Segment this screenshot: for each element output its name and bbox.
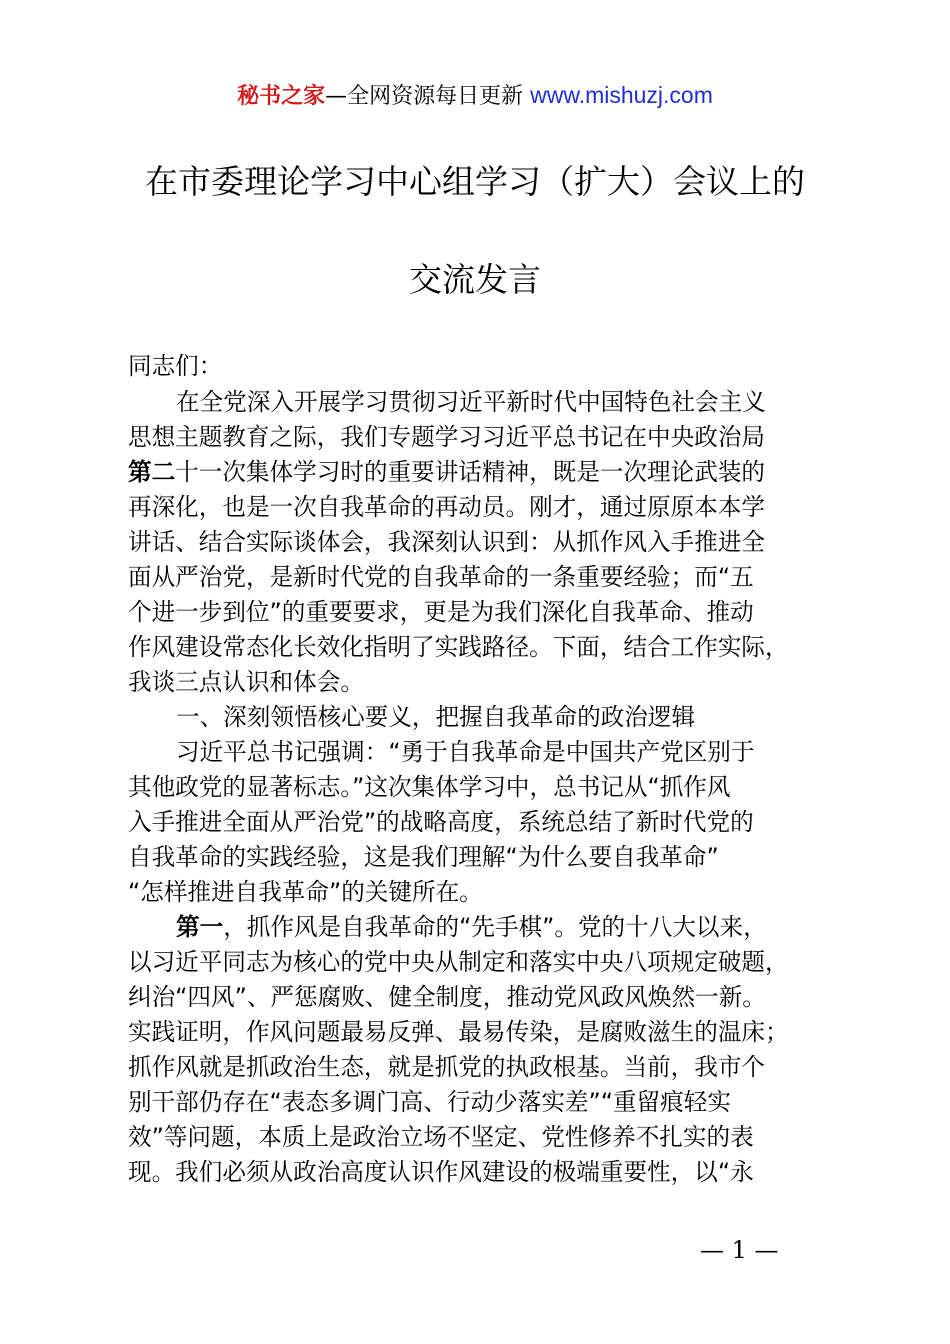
paragraph-line: 以习近平同志为核心的党中央从制定和落实中央八项规定破题， [128, 948, 789, 976]
paragraph-line: 纠治“四风”、严惩腐败、健全制度，推动党风政风焕然一新。 [128, 983, 766, 1011]
paragraph-line: 习近平总书记强调：“勇于自我革命是中国共产党区别于 [176, 738, 755, 766]
greeting: 同志们： [128, 352, 223, 380]
paragraph-line: 实践证明，作风问题最易反弹、最易传染，是腐败滋生的温床； [128, 1018, 789, 1046]
paragraph-line [176, 911, 906, 943]
page-number: — 1 — [700, 1236, 779, 1264]
bold-prefix: 第二 [128, 458, 176, 486]
paragraph-line [128, 456, 858, 488]
paragraph-line: 自我革命的实践经验，这是我们理解“为什么要自我革命” [128, 843, 719, 871]
paragraph-line: 在全党深入开展学习贯彻习近平新时代中国特色社会主义 [176, 388, 766, 416]
brand-name: 秘书之家 [237, 84, 326, 109]
paragraph-line: 再深化，也是一次自我革命的再动员。刚才，通过原原本本学 [128, 493, 766, 521]
document-title-line-1: 在市委理论学习中心组学习（扩大）会议上的 [145, 162, 805, 201]
paragraph-line: 效”等问题，本质上是政治立场不坚定、党性修养不扎实的表 [128, 1123, 754, 1151]
paragraph-line: 面从严治党，是新时代党的自我革命的一条重要经验；而“五 [128, 563, 754, 591]
paragraph-line: 其他政党的显著标志。”这次集体学习中，总书记从“抓作风 [128, 773, 731, 801]
paragraph-line: 现。我们必须从政治高度认识作风建设的极端重要性，以“永 [128, 1158, 754, 1186]
line-text: ，抓作风是自我革命的“先手棋”。党的十八大以来， [223, 913, 767, 941]
section-heading: 一、深刻领悟核心要义，把握自我革命的政治逻辑 [176, 703, 696, 731]
line-text: 十一次集体学习时的重要讲话精神，既是一次理论武装的 [175, 458, 766, 486]
document-title-line-2: 交流发言 [409, 260, 541, 299]
paragraph-line: “怎样推进自我革命”的关键所在。 [128, 878, 483, 906]
banner-slogan: —全网资源每日更新 [325, 84, 531, 109]
paragraph-line: 讲话、结合实际谈体会，我深刻认识到：从抓作风入手推进全 [128, 528, 766, 556]
paragraph-line: 入手推进全面从严治党”的战略高度，系统总结了新时代党的 [128, 808, 754, 836]
paragraph-line: 抓作风就是抓政治生态，就是抓党的执政根基。当前，我市个 [128, 1053, 766, 1081]
site-banner [0, 80, 950, 112]
paragraph-line: 别干部仍存在“表态多调门高、行动少落实差”“重留痕轻实 [128, 1088, 731, 1116]
website-link[interactable]: www.mishuzj.com [530, 82, 713, 108]
paragraph-line: 作风建设常态化长效化指明了实践路径。下面，结合工作实际， [128, 633, 789, 661]
paragraph-line: 我谈三点认识和体会。 [128, 668, 364, 696]
paragraph-line: 个进一步到位”的重要要求，更是为我们深化自我革命、推动 [128, 598, 754, 626]
paragraph-line: 思想主题教育之际，我们专题学习习近平总书记在中央政治局 [128, 423, 766, 451]
bold-prefix: 第一 [176, 913, 224, 941]
